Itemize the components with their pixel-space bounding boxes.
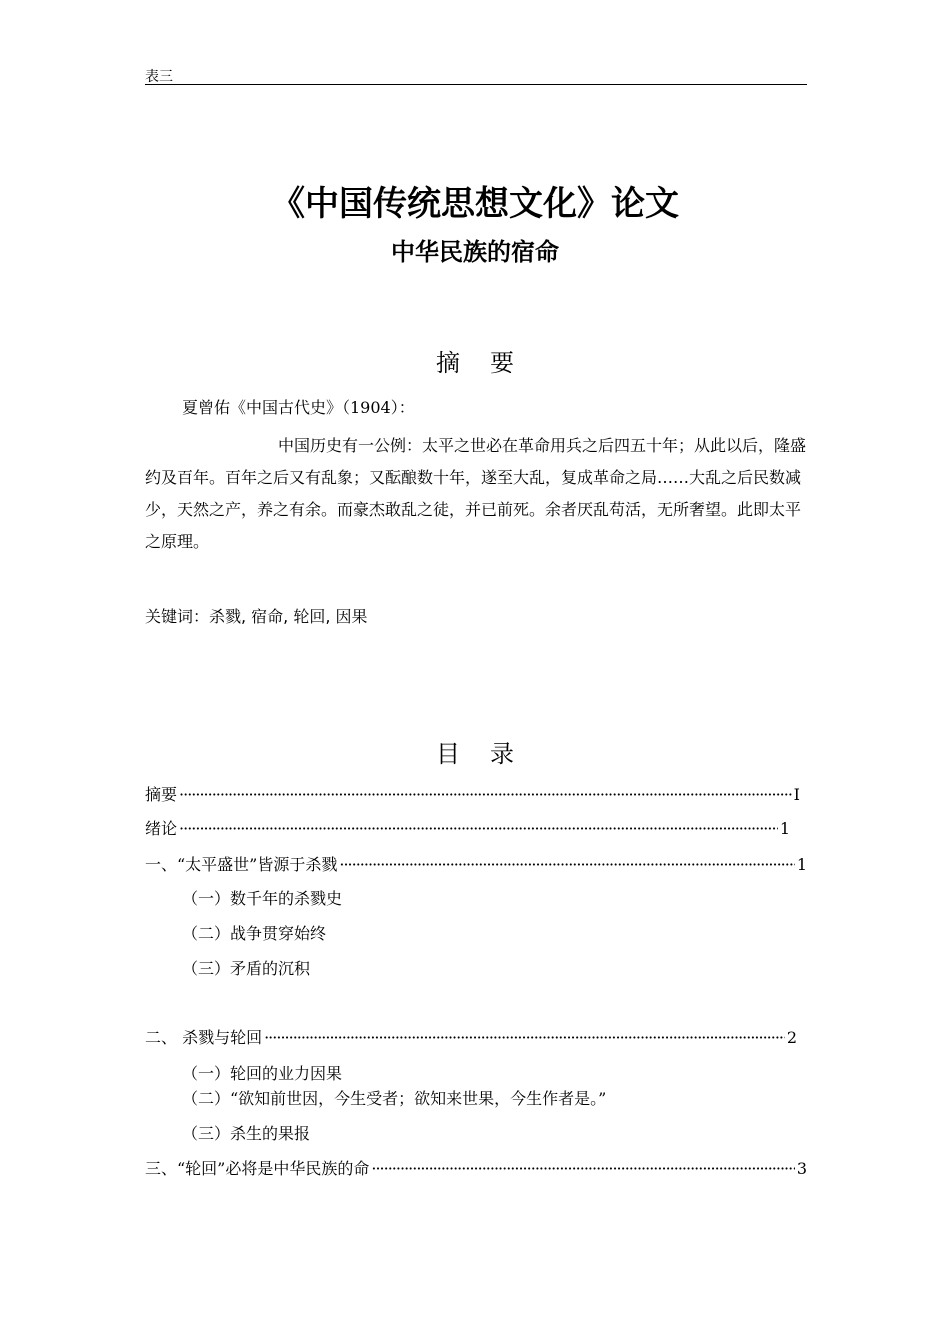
toc-entry-1-1[interactable]: （一）数千年的杀戮史 xyxy=(182,889,343,908)
toc-entry-label: 一、“太平盛世”皆源于杀戮 xyxy=(145,855,338,874)
toc-entry-label: 摘要 xyxy=(145,785,178,804)
toc-entry-abstract[interactable] xyxy=(145,782,800,805)
toc-entry-2-1[interactable]: （一）轮回的业力因果 xyxy=(182,1064,343,1083)
toc-leader-dots xyxy=(264,1028,785,1047)
toc-leader-dots xyxy=(179,819,778,838)
toc-entry-2-3[interactable]: （三）杀生的果报 xyxy=(182,1124,311,1143)
toc-entry-2-2[interactable]: （二）“欲知前世因，今生受者；欲知来世果，今生作者是。” xyxy=(182,1089,607,1108)
toc-entry-page: 2 xyxy=(786,1028,797,1047)
keywords: 关键词：杀戮, 宿命, 轮回, 因果 xyxy=(145,607,368,626)
header-rule xyxy=(145,84,807,85)
header-label: 表三 xyxy=(145,69,173,85)
toc-entry-label: 三、“轮回”必将是中华民族的命 xyxy=(145,1159,370,1178)
toc-entry-label: 二、 杀戮与轮回 xyxy=(145,1028,263,1047)
abstract-source: 夏曾佑《中国古代史》（1904）： xyxy=(182,398,415,417)
toc-entry-chapter-2[interactable] xyxy=(145,1025,797,1048)
toc-entry-chapter-1[interactable] xyxy=(145,852,807,875)
toc-entry-page: 1 xyxy=(796,855,807,874)
toc-entry-page: 1 xyxy=(779,819,790,838)
toc-leader-dots xyxy=(371,1159,794,1178)
toc-heading: 目录 xyxy=(436,740,544,768)
document-subtitle: 中华民族的宿命 xyxy=(391,238,559,266)
toc-leader-dots xyxy=(339,855,794,874)
toc-entry-1-3[interactable]: （三）矛盾的沉积 xyxy=(182,959,311,978)
toc-entry-introduction[interactable] xyxy=(145,816,790,839)
document-title: 《中国传统思想文化》论文 xyxy=(271,184,679,224)
toc-entry-1-2[interactable]: （二）战争贯穿始终 xyxy=(182,924,327,943)
toc-entry-page: 3 xyxy=(796,1159,807,1178)
toc-leader-dots xyxy=(179,785,792,804)
toc-entry-label: 绪论 xyxy=(145,819,178,838)
abstract-heading: 摘要 xyxy=(436,349,544,377)
toc-entry-page: I xyxy=(793,785,800,804)
toc-entry-chapter-3[interactable] xyxy=(145,1156,807,1179)
abstract-quote-text: 中国历史有一公例：太平之世必在革命用兵之后四五十年；从此以后，隆盛约及百年。百年之后又有乱象；又酝酿数十年，遂至大乱，复成革命之局……大乱之后民数减少，天然之产，养之有余。而豪杰敢乱之徒，并已前死。余者厌乱苟活，无所奢望。此即太平之原理。 xyxy=(145,436,807,551)
abstract-quote xyxy=(145,430,810,558)
